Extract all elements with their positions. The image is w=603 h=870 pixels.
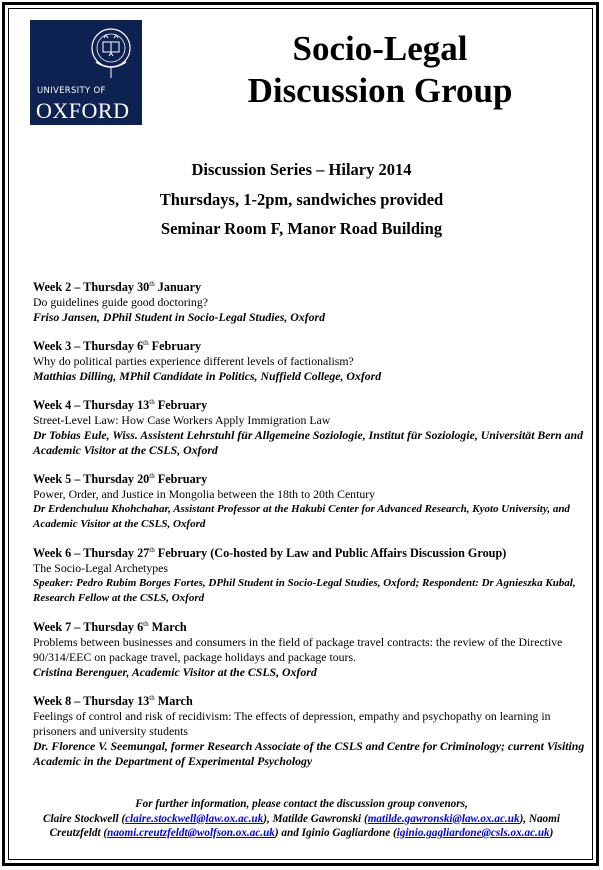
event-topic: Power, Order, and Justice in Mongolia between the 18th to 20th Century — [33, 487, 376, 501]
oxford-crest-icon — [88, 26, 134, 82]
email-link-naomi-creutzfeldt[interactable]: naomi.creutzfeldt@wolfson.ox.ac.uk — [107, 827, 275, 839]
logo-oxford: OXFORD — [36, 98, 130, 123]
event-date: Week 5 – Thursday 20th February — [33, 471, 208, 486]
event-topic: Why do political parties experience different levels of factionalism? — [33, 354, 354, 368]
event-topic: The Socio-Legal Archetypes — [33, 561, 168, 575]
event-week-5 — [33, 472, 593, 532]
contact-footer — [20, 797, 583, 841]
event-week-2 — [33, 280, 593, 325]
event-list — [33, 280, 593, 783]
event-topic: Feelings of control and risk of recidivism: The effects of depression, empathy and psychopathy on learning in prisoners and university students — [33, 709, 551, 738]
event-week-8 — [33, 694, 593, 769]
event-speaker: Friso Jansen, DPhil Student in Socio-Legal Studies, Oxford — [33, 310, 326, 324]
event-topic: Problems between businesses and consumers in the field of package travel contracts: the review of the Directive 90/314/EEC on package travel, package holidays and package tours. — [33, 635, 563, 664]
time-heading: Thursdays, 1-2pm, sandwiches provided — [159, 190, 444, 209]
event-date: Week 6 – Thursday 27th February (Co-hosted by Law and Public Affairs Discussion Group) — [33, 545, 507, 560]
event-week-7 — [33, 620, 593, 680]
event-date: Week 4 – Thursday 13th February — [33, 397, 208, 412]
event-speaker: Speaker: Pedro Rubim Borges Fortes, DPhil Student in Socio-Legal Studies, Oxford; Respondent: Dr Agnieszka Kubal, Research Fellow at the CSLS, Oxford — [33, 577, 576, 604]
location-heading: Seminar Room F, Manor Road Building — [160, 219, 443, 238]
contact-list: Claire Stockwell (claire.stockwell@law.ox.ac.uk), Matilde Gawronski (matilde.gawronski@law.ox.ac.uk), Naomi Creutzfeldt (naomi.creutzfeldt@wolfson.ox.ac.uk) and Iginio Gagliardone (iginio.gagliardone@csls.ox.ac.uk) — [43, 812, 560, 839]
event-date: Week 3 – Thursday 6th February — [33, 338, 202, 353]
event-week-3 — [33, 339, 593, 384]
logo-university-of: UNIVERSITY OF — [37, 86, 106, 96]
email-link-iginio-gagliardone[interactable]: iginio.gagliardone@csls.ox.ac.uk — [396, 827, 550, 839]
email-link-matilde-gawronski[interactable]: matilde.gawronski@law.ox.ac.uk — [367, 812, 520, 825]
event-date: Week 2 – Thursday 30th January — [33, 279, 202, 294]
event-topic: Do guidelines guide good doctoring? — [33, 295, 208, 309]
series-heading: Discussion Series – Hilary 2014 — [191, 160, 412, 179]
title-line-2: Discussion Group — [247, 71, 513, 110]
event-speaker: Matthias Dilling, MPhil Candidate in Politics, Nuffield College, Oxford — [33, 369, 382, 383]
event-speaker: Cristina Berenguer, Academic Visitor at the CSLS, Oxford — [33, 665, 317, 679]
event-speaker: Dr. Florence V. Seemungal, former Research Associate of the CSLS and Centre for Criminology; current Visiting Academic in the Department of Experimental Psychology — [33, 739, 585, 768]
event-date: Week 7 – Thursday 6th March — [33, 619, 187, 634]
event-date: Week 8 – Thursday 13th March — [33, 693, 193, 708]
event-speaker: Dr Erdenchuluu Khohchahar, Assistant Professor at the Hakubi Center for Advanced Research, Kyoto University, and Academic Visitor at the CSLS, Oxford — [33, 503, 570, 530]
title-line-1: Socio-Legal — [292, 29, 468, 68]
page-title — [200, 28, 560, 112]
contact-intro: For further information, please contact the discussion group convenors, — [135, 798, 468, 810]
event-topic: Street-Level Law: How Case Workers Apply Immigration Law — [33, 413, 331, 427]
email-link-claire-stockwell[interactable]: claire.stockwell@law.ox.ac.uk — [125, 812, 264, 825]
event-week-6 — [33, 546, 593, 606]
oxford-logo — [30, 20, 142, 125]
event-week-4 — [33, 398, 593, 458]
event-speaker: Dr Tobias Eule, Wiss. Assistent Lehrstuhl für Allgemeine Soziologie, Institut für Soziologie, Universität Bern and Academic Visitor at the CSLS, Oxford — [33, 428, 583, 457]
